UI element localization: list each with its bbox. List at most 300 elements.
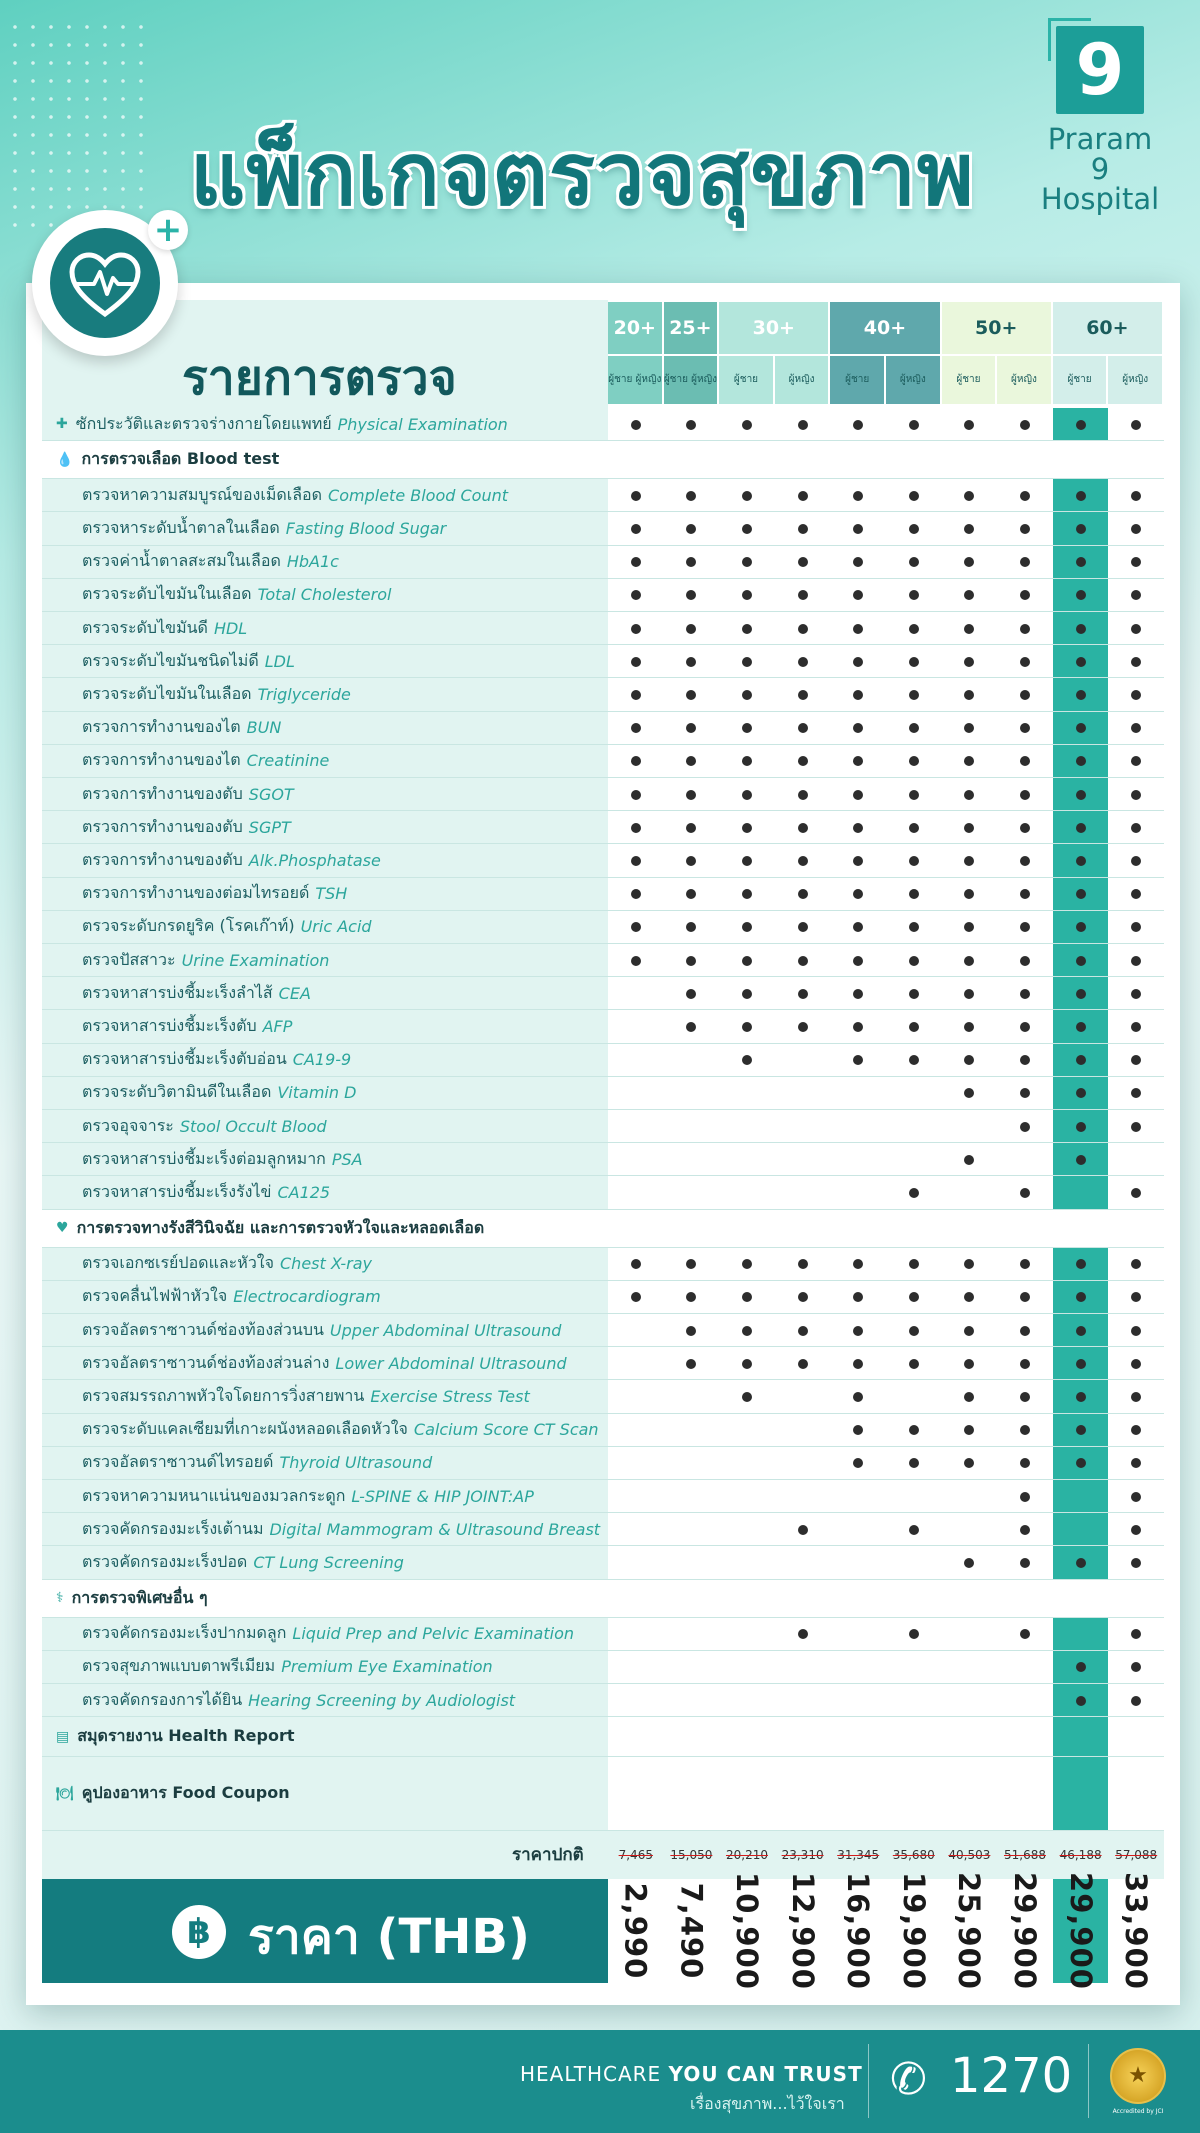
included-dot <box>631 756 641 766</box>
included-dot <box>909 790 919 800</box>
included-dot <box>1131 1662 1141 1672</box>
gender-subheader: ผู้ชาย ผู้หญิง <box>664 356 720 404</box>
included-dot <box>1020 1425 1030 1435</box>
included-dot <box>1020 657 1030 667</box>
included-dot <box>909 657 919 667</box>
row-label <box>82 1447 432 1479</box>
row-label-en: Liquid Prep and Pelvic Examination <box>292 1624 575 1644</box>
gender-subheader: ผู้ชาย ผู้หญิง <box>608 356 664 404</box>
row-label <box>82 1110 327 1142</box>
row-label <box>82 778 294 810</box>
table-row <box>42 1010 1164 1043</box>
table-title: รายการตรวจ <box>182 350 457 406</box>
price-value: 7,490 <box>674 1882 709 1980</box>
included-dot <box>1076 1458 1086 1468</box>
included-dot <box>964 657 974 667</box>
included-dot <box>853 1055 863 1065</box>
phone-icon: ✆ <box>890 2054 927 2105</box>
age-group-50: 50+ <box>942 302 1053 354</box>
gender-subheader: ผู้หญิง <box>775 356 831 404</box>
row-icon: 💧 <box>56 451 74 468</box>
row-label-en: BUN <box>246 718 282 738</box>
included-dot <box>798 1022 808 1032</box>
included-dot <box>909 1458 919 1468</box>
package-price <box>830 1872 886 1991</box>
included-dot <box>964 557 974 567</box>
included-dot <box>964 1055 974 1065</box>
regular-price: 40,503 <box>948 1848 991 1863</box>
included-dot <box>631 723 641 733</box>
table-row <box>42 1380 1164 1413</box>
row-label-th: การตรวจทางรังสีวินิจฉัย และการตรวจหัวใจและหลอดเลือด <box>76 1217 485 1237</box>
regular-price: 46,188 <box>1059 1848 1102 1863</box>
included-dot <box>1131 1326 1141 1336</box>
included-dot <box>964 1292 974 1302</box>
included-dot <box>686 690 696 700</box>
table-row <box>42 1347 1164 1380</box>
included-dot <box>853 1022 863 1032</box>
included-dot <box>1020 1492 1030 1502</box>
included-dot <box>1076 624 1086 634</box>
row-label-en: HbA1c <box>286 552 339 572</box>
included-dot <box>964 1458 974 1468</box>
included-dot <box>909 1188 919 1198</box>
included-dot <box>742 989 752 999</box>
included-dot <box>909 823 919 833</box>
row-label-th: ตรวจการทำงานของตับ <box>82 816 243 836</box>
package-price <box>775 1872 831 1991</box>
table-row <box>42 1546 1164 1579</box>
included-dot <box>853 1359 863 1369</box>
row-label <box>82 1044 351 1076</box>
included-dot <box>1076 723 1086 733</box>
row-label <box>82 1546 404 1578</box>
included-dot <box>1131 1696 1141 1706</box>
included-dot <box>1131 922 1141 932</box>
table-row <box>42 1414 1164 1447</box>
table-row <box>42 1077 1164 1110</box>
row-label <box>82 844 381 876</box>
gender-subheader: ผู้ชาย <box>719 356 775 404</box>
table-row <box>42 408 1164 441</box>
table-row <box>42 1044 1164 1077</box>
included-dot <box>631 956 641 966</box>
row-label <box>82 745 329 777</box>
included-dot <box>1020 889 1030 899</box>
row-label-th: ตรวจค่าน้ำตาลสะสมในเลือด <box>82 551 281 571</box>
included-dot <box>1076 756 1086 766</box>
row-label <box>82 546 339 578</box>
included-dot <box>964 1326 974 1336</box>
section-header <box>42 1210 1164 1248</box>
row-label <box>82 1480 534 1512</box>
included-dot <box>964 420 974 430</box>
included-dot <box>686 491 696 501</box>
included-dot <box>798 823 808 833</box>
row-label <box>82 911 372 943</box>
package-price <box>997 1872 1053 1991</box>
included-dot <box>1131 823 1141 833</box>
table-row <box>42 1176 1164 1209</box>
included-dot <box>1076 956 1086 966</box>
included-dot <box>909 922 919 932</box>
included-dot <box>1131 1359 1141 1369</box>
included-dot <box>909 1525 919 1535</box>
included-dot <box>964 1558 974 1568</box>
row-label-en: Alk.Phosphatase <box>248 850 381 870</box>
included-dot <box>853 590 863 600</box>
price-value: 12,900 <box>785 1872 820 1991</box>
included-dot <box>742 590 752 600</box>
row-label-en: Complete Blood Count <box>328 485 508 505</box>
included-dot <box>1076 491 1086 501</box>
included-dot <box>686 1359 696 1369</box>
included-dot <box>1131 524 1141 534</box>
row-label-th: ตรวจหาสารบ่งชี้มะเร็งต่อมลูกหมาก <box>82 1148 326 1168</box>
included-dot <box>1076 1055 1086 1065</box>
included-dot <box>1131 1188 1141 1198</box>
row-label-th: ตรวจหาระดับน้ำตาลในเลือด <box>82 517 280 537</box>
regular-price: 23,310 <box>781 1848 824 1863</box>
included-dot <box>853 624 863 634</box>
included-dot <box>964 524 974 534</box>
row-label-en: Vitamin D <box>277 1083 357 1103</box>
table-row <box>42 479 1164 512</box>
row-label <box>82 579 391 611</box>
included-dot <box>686 1022 696 1032</box>
package-price <box>719 1872 775 1991</box>
included-dot <box>1076 1392 1086 1402</box>
included-dot <box>1020 590 1030 600</box>
hospital-name-line1: Praram 9 <box>1047 122 1153 186</box>
row-label <box>82 678 351 710</box>
age-group-30: 30+ <box>719 302 830 354</box>
included-dot <box>1131 956 1141 966</box>
included-dot <box>798 1326 808 1336</box>
row-label-th: ตรวจหาความสมบูรณ์ของเม็ดเลือด <box>82 484 323 504</box>
regular-price: 15,050 <box>670 1848 713 1863</box>
included-dot <box>798 557 808 567</box>
package-price <box>1053 1872 1109 1991</box>
row-label <box>82 1248 372 1280</box>
included-dot <box>1076 1425 1086 1435</box>
row-label <box>82 1380 530 1412</box>
row-label <box>82 878 347 910</box>
included-dot <box>1076 1259 1086 1269</box>
included-dot <box>631 420 641 430</box>
included-dot <box>1131 1022 1141 1032</box>
included-dot <box>798 989 808 999</box>
regular-price-label: ราคาปกติ <box>512 1845 584 1866</box>
row-label-th: ตรวจหาสารบ่งชี้มะเร็งตับ <box>82 1015 257 1035</box>
included-dot <box>1131 856 1141 866</box>
gender-subheader: ผู้ชาย <box>830 356 886 404</box>
included-dot <box>742 856 752 866</box>
row-label-en: CEA <box>278 983 311 1003</box>
included-dot <box>1131 590 1141 600</box>
package-price <box>608 1879 664 1983</box>
included-dot <box>1131 1122 1141 1132</box>
included-dot <box>853 557 863 567</box>
row-label-en: SGOT <box>248 784 294 804</box>
included-dot <box>1020 1392 1030 1402</box>
row-label-th: ตรวจระดับแคลเซียมที่เกาะผนังหลอดเลือดหัวใจ <box>82 1419 408 1439</box>
included-dot <box>1131 1392 1141 1402</box>
row-icon: ♥ <box>56 1220 69 1237</box>
included-dot <box>686 723 696 733</box>
row-label <box>56 1580 208 1617</box>
included-dot <box>909 1359 919 1369</box>
row-label-th: ตรวจสมรรถภาพหัวใจโดยการวิ่งสายพาน <box>82 1385 365 1405</box>
regular-price: 20,210 <box>725 1848 768 1863</box>
table-row <box>42 844 1164 877</box>
included-dot <box>631 557 641 567</box>
included-dot <box>631 524 641 534</box>
included-dot <box>1076 1292 1086 1302</box>
price-label: ราคา (THB) <box>248 1909 530 1966</box>
row-label-en: Thyroid Ultrasound <box>279 1453 433 1473</box>
included-dot <box>853 1292 863 1302</box>
row-label-th: ตรวจหาสารบ่งชี้มะเร็งรังไข่ <box>82 1181 272 1201</box>
included-dot <box>909 1022 919 1032</box>
decorative-dots <box>6 18 146 228</box>
row-label <box>56 1210 484 1247</box>
row-label-th: ตรวจคัดกรองมะเร็งปอด <box>82 1551 248 1571</box>
included-dot <box>964 624 974 634</box>
included-dot <box>1020 989 1030 999</box>
row-label-en: TSH <box>315 884 348 904</box>
included-dot <box>909 1259 919 1269</box>
row-label <box>82 977 311 1009</box>
age-group-20: 20+ <box>608 302 664 354</box>
included-dot <box>1076 823 1086 833</box>
included-dot <box>964 723 974 733</box>
included-dot <box>1131 1629 1141 1639</box>
included-dot <box>1020 1259 1030 1269</box>
included-dot <box>909 624 919 634</box>
table-row <box>42 1618 1164 1651</box>
row-label <box>82 512 446 544</box>
included-dot <box>686 420 696 430</box>
row-label-th: ตรวจอัลตราซาวนด์ช่องท้องส่วนล่าง <box>82 1352 330 1372</box>
table-row <box>42 1110 1164 1143</box>
row-label-en: Electrocardiogram <box>233 1287 381 1307</box>
included-dot <box>686 1292 696 1302</box>
included-dot <box>1020 524 1030 534</box>
included-dot <box>1020 1088 1030 1098</box>
included-dot <box>964 1155 974 1165</box>
age-group-25: 25+ <box>664 302 720 354</box>
row-label-en: Lower Abdominal Ultrasound <box>335 1353 567 1373</box>
included-dot <box>742 922 752 932</box>
row-label <box>82 1513 600 1545</box>
row-label-th: คูปองอาหาร Food Coupon <box>81 1783 290 1803</box>
table-row <box>42 1447 1164 1480</box>
row-label <box>56 1717 294 1756</box>
included-dot <box>909 1055 919 1065</box>
included-dot <box>742 1022 752 1032</box>
price-label-bar <box>42 1879 608 1983</box>
row-label <box>82 811 291 843</box>
included-dot <box>909 989 919 999</box>
row-label-en: CA125 <box>277 1182 331 1202</box>
included-dot <box>742 491 752 501</box>
included-dot <box>798 420 808 430</box>
row-label-en: CA19-9 <box>292 1050 352 1070</box>
included-dot <box>964 956 974 966</box>
row-label-th: ตรวจคัดกรองการได้ยิน <box>82 1689 243 1709</box>
row-label-en: SGPT <box>248 817 291 837</box>
jci-seal-icon: ★ <box>1110 2048 1166 2104</box>
included-dot <box>853 989 863 999</box>
included-dot <box>853 790 863 800</box>
included-dot <box>853 657 863 667</box>
included-dot <box>909 690 919 700</box>
included-dot <box>909 1292 919 1302</box>
included-dot <box>798 756 808 766</box>
included-dot <box>1020 420 1030 430</box>
included-dot <box>909 1629 919 1639</box>
included-dot <box>964 889 974 899</box>
footer-subtagline: เรื่องสุขภาพ...ไว้ใจเรา <box>690 2094 845 2113</box>
included-dot <box>1076 1696 1086 1706</box>
included-dot <box>798 657 808 667</box>
row-label-en: Exercise Stress Test <box>370 1386 530 1406</box>
package-price <box>1108 1872 1164 1991</box>
table-row <box>42 579 1164 612</box>
included-dot <box>686 1326 696 1336</box>
hotline-number[interactable]: 1270 <box>950 2048 1073 2104</box>
table-row <box>42 712 1164 745</box>
included-dot <box>853 1458 863 1468</box>
table-row <box>42 645 1164 678</box>
included-dot <box>1131 1492 1141 1502</box>
row-label-en: Chest X-ray <box>280 1254 372 1274</box>
included-dot <box>1020 1022 1030 1032</box>
included-dot <box>686 1259 696 1269</box>
included-dot <box>1131 889 1141 899</box>
included-dot <box>964 1359 974 1369</box>
included-dot <box>798 723 808 733</box>
included-dot <box>853 723 863 733</box>
included-dot <box>631 491 641 501</box>
row-label-th: ตรวจการทำงานของตับ <box>82 849 243 869</box>
table-row <box>42 1480 1164 1513</box>
included-dot <box>1020 922 1030 932</box>
included-dot <box>742 723 752 733</box>
included-dot <box>798 491 808 501</box>
included-dot <box>1076 790 1086 800</box>
row-label <box>82 1077 356 1109</box>
row-label-en: Fasting Blood Sugar <box>285 518 447 538</box>
row-label-en: PSA <box>331 1149 363 1169</box>
included-dot <box>909 590 919 600</box>
row-label-en: HDL <box>213 618 248 638</box>
row-label <box>82 612 247 644</box>
row-label <box>82 1347 567 1379</box>
table-row <box>42 1513 1164 1546</box>
price-value: 29,900 <box>1007 1872 1042 1991</box>
included-dot <box>631 1259 641 1269</box>
row-label-th: ตรวจระดับไขมันดี <box>82 617 208 637</box>
footer-divider <box>1088 2044 1089 2118</box>
included-dot <box>742 889 752 899</box>
row-label-en: Digital Mammogram & Ultrasound Breast <box>269 1519 601 1539</box>
table-row <box>42 512 1164 545</box>
included-dot <box>1131 491 1141 501</box>
included-dot <box>631 690 641 700</box>
included-dot <box>853 823 863 833</box>
included-dot <box>1020 491 1030 501</box>
included-dot <box>742 420 752 430</box>
included-dot <box>742 756 752 766</box>
age-group-40: 40+ <box>830 302 941 354</box>
row-label-th: ตรวจหาความหนาแน่นของมวลกระดูก <box>82 1485 346 1505</box>
row-label-th: ตรวจระดับไขมันในเลือด <box>82 683 252 703</box>
section-header <box>42 1580 1164 1618</box>
included-dot <box>909 420 919 430</box>
included-dot <box>1076 1088 1086 1098</box>
included-dot <box>1131 657 1141 667</box>
included-dot <box>1020 1326 1030 1336</box>
included-dot <box>1020 690 1030 700</box>
included-dot <box>798 624 808 634</box>
row-label <box>82 1010 292 1042</box>
included-dot <box>798 1629 808 1639</box>
included-dot <box>853 524 863 534</box>
row-label-en: Triglyceride <box>257 684 351 704</box>
row-icon: ▤ <box>56 1728 70 1745</box>
row-label <box>82 1281 381 1313</box>
included-dot <box>1076 690 1086 700</box>
row-label <box>82 1314 561 1346</box>
included-dot <box>798 889 808 899</box>
row-label-th: การตรวจเลือด Blood test <box>81 449 280 469</box>
included-dot <box>853 1392 863 1402</box>
included-dot <box>964 756 974 766</box>
included-dot <box>742 690 752 700</box>
row-icon: 🍽 <box>56 1785 74 1802</box>
included-dot <box>853 420 863 430</box>
included-dot <box>1131 557 1141 567</box>
included-dot <box>909 889 919 899</box>
included-dot <box>909 1425 919 1435</box>
included-dot <box>1131 1558 1141 1568</box>
row-label <box>82 1618 574 1650</box>
included-dot <box>964 590 974 600</box>
included-dot <box>1131 1055 1141 1065</box>
included-dot <box>1076 1326 1086 1336</box>
row-label-th: ตรวจการทำงานของไต <box>82 717 241 737</box>
regular-price-row <box>42 1831 1164 1879</box>
price-value: 16,900 <box>841 1872 876 1991</box>
included-dot <box>1020 557 1030 567</box>
logo-number: 9 <box>1075 29 1125 111</box>
included-dot <box>909 723 919 733</box>
table-row <box>42 944 1164 977</box>
included-dot <box>964 1022 974 1032</box>
baht-icon: ฿ <box>172 1905 226 1959</box>
row-label-th: ตรวจการทำงานของต่อมไทรอยด์ <box>82 883 310 903</box>
price-value: 2,990 <box>618 1882 653 1980</box>
price-value: 33,900 <box>1119 1872 1154 1991</box>
included-dot <box>686 856 696 866</box>
table-row <box>42 778 1164 811</box>
row-label-th: ตรวจระดับไขมันชนิดไม่ดี <box>82 650 259 670</box>
row-icon: ⚕ <box>56 1590 64 1607</box>
section-header <box>42 1717 1164 1757</box>
included-dot <box>909 491 919 501</box>
